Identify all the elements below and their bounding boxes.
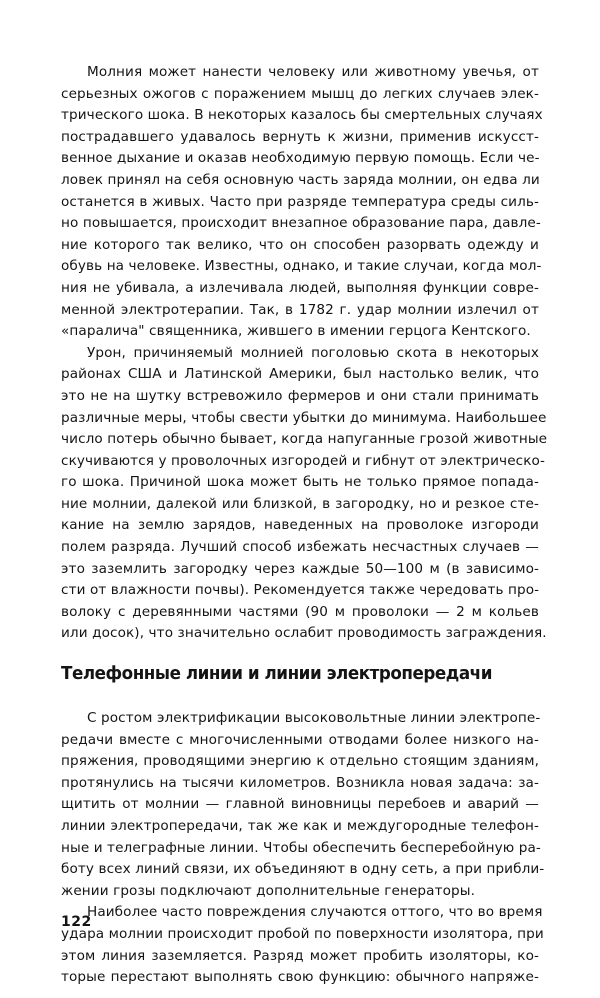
text-line: ные и телеграфные линии. Чтобы обеспечить бесперебойную ра- (61, 839, 541, 856)
text-line: редачи вместе с многочисленными отводами более низкого на- (61, 731, 539, 748)
text-line: сти от влажности почвы). Рекомендуется также чередовать про- (61, 582, 540, 599)
text-line: протянулись на тысячи километров. Возникла новая задача: за- (61, 774, 539, 791)
text-line: кание на землю зарядов, наведенных на проволоке изгороди (61, 517, 539, 534)
text-line: этом линия заземляется. Разряд может пробить изоляторы, ко- (61, 947, 539, 964)
text-line: районах США и Латинской Америки, был настолько велик, что (61, 366, 539, 383)
text-line: Урон, причиняемый молнией поголовью скота в некоторых (87, 344, 539, 361)
text-line: число потерь обычно бывает, когда напуганные грозой животные (61, 431, 548, 448)
paragraph-insulator-damage (61, 902, 544, 988)
text-line: волоку с деревянными частями (90 м проволоки — 2 м кольев (61, 603, 539, 620)
text-line: различные меры, чтобы свести убытки до минимума. Наибольшее (61, 409, 547, 426)
text-line: трического шока. В некоторых казалось бы смертельных случаях (61, 107, 543, 124)
text-line: пряжения, проводящими энергию к отдельно стоящим зданиям, (61, 753, 539, 770)
text-line: боту всех линий связи, их объединяют в одну сеть, а при прибли- (61, 861, 545, 878)
text-line: скучиваются у проволочных изгородей и гибнут от электрическо- (61, 452, 545, 469)
text-line: ние которого так велико, что он способен разорвать одежду и (61, 236, 539, 253)
text-line: го шока. Причиной шока может быть не только прямое попада- (61, 474, 539, 491)
text-line: но повышается, происходит внезапное образование пара, давле- (61, 215, 541, 232)
text-line: это заземлить загородку через каждые 50—100 м (в зависимо- (61, 560, 539, 577)
text-line: «паралича" священника, жившего в имении герцога Кентского. (61, 323, 531, 340)
page-number: 122 (61, 914, 92, 930)
paragraph-power-lines (61, 708, 545, 902)
text-line: ние молнии, далекой или близкой, в загородку, но и резкое сте- (61, 495, 539, 512)
text-line: пострадавшего удавалось вернуть к жизни, применив искусст- (61, 128, 539, 145)
paragraph-livestock-losses (61, 343, 548, 645)
text-line: Наиболее часто повреждения случаются оттого, что во время (87, 904, 543, 921)
text-line: линии электропередачи, так же как и междугородные телефон- (61, 818, 539, 834)
text-line: Молния может нанести человеку или животному увечья, от (87, 64, 539, 80)
paragraph-lightning-injuries (61, 62, 543, 343)
text-line: это не на шутку встревожило фермеров и они стали принимать (61, 387, 539, 404)
text-line: щитить от молнии — главной виновницы перебоев и аварий — (61, 796, 539, 813)
text-line: торые перестают выполнять свою функцию: обычного напряже- (61, 969, 539, 986)
text-line: венное дыхание и оказав необходимую первую помощь. Если че- (61, 150, 540, 167)
text-line: полем разряда. Лучший способ избежать несчастных случаев — (61, 539, 539, 556)
page-body (61, 62, 548, 989)
text-line: С ростом электрификации высоковольтные линии электропе- (87, 710, 541, 727)
text-line: жении грозы подключают дополнительные генераторы. (61, 882, 475, 899)
text-line: обувь на человеке. Известны, однако, и такие случаи, когда мол- (61, 258, 542, 275)
text-line: ния не убивала, а излечивала людей, выполняя функции совре- (61, 279, 539, 296)
text-line: или досок), что значительно ослабит проводимость заграждения. (61, 625, 547, 642)
text-line: серьезных ожогов с поражением мышц до легких случаев элек- (61, 85, 539, 102)
section-heading: Телефонные линии и линии электропередачи (61, 663, 492, 685)
text-line: останется в живых. Часто при разряде температура среды силь- (61, 193, 539, 210)
text-line: ловек принял на себя основную часть заряда молнии, он едва ли (61, 171, 540, 188)
text-line: менной электротерапии. Так, в 1782 г. удар молнии излечил от (61, 301, 539, 318)
text-line: удара молнии происходит пробой по поверхности изолятора, при (61, 925, 544, 942)
